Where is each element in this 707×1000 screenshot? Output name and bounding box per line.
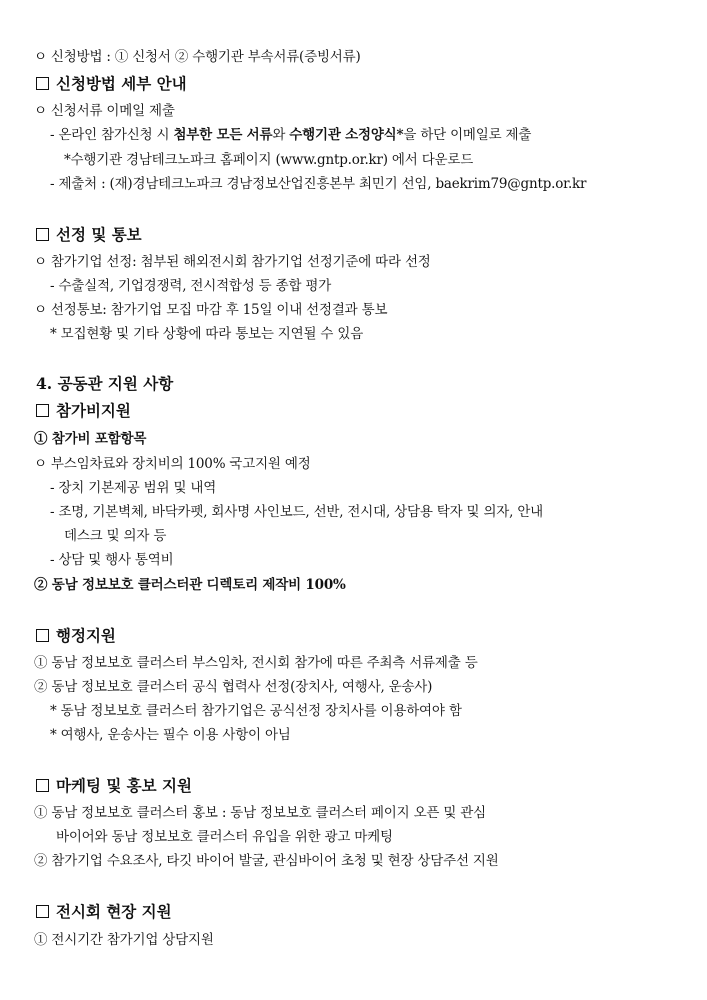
fee-line-5: 데스크 및 의자 등	[64, 528, 167, 544]
marketing-line-1: ① 동남 정보보호 클러스터 홍보 : 동남 정보보호 클러스터 페이지 오픈 및 관심	[34, 805, 486, 821]
selection-line-3: ㅇ 선정통보: 참가기업 모집 마감 후 15일 이내 선정결과 통보	[34, 302, 388, 318]
checkbox-square-icon	[36, 779, 49, 792]
selection-line-2: - 수출실적, 기업경쟁력, 전시적합성 등 종합 평가	[50, 278, 332, 294]
section-heading-onsite: 전시회 현장 지원	[36, 903, 172, 921]
section-heading-fee: 참가비지원	[36, 402, 131, 420]
fee-line-1: ① 참가비 포함항목	[34, 431, 147, 447]
fee-line-7: ② 동남 정보보호 클러스터관 디렉토리 제작비 100%	[34, 577, 346, 593]
section-heading-marketing: 마케팅 및 홍보 지원	[36, 777, 192, 795]
checkbox-square-icon	[36, 905, 49, 918]
section-heading-selection: 선정 및 통보	[36, 226, 142, 244]
checkbox-square-icon	[36, 77, 49, 90]
admin-line-2: ② 동남 정보보호 클러스터 공식 협력사 선정(장치사, 여행사, 운송사)	[34, 679, 433, 695]
fee-line-6: - 상담 및 행사 통역비	[50, 552, 174, 568]
fee-line-2: ㅇ 부스임차료와 장치비의 100% 국고지원 예정	[34, 456, 311, 472]
section-heading-admin: 행정지원	[36, 627, 116, 645]
section-heading-apply-detail: 신청방법 세부 안내	[36, 75, 187, 93]
admin-line-4: * 여행사, 운송사는 필수 이용 사항이 아님	[50, 727, 291, 743]
checkbox-square-icon	[36, 629, 49, 642]
apply-detail-line-1: ㅇ 신청서류 이메일 제출	[34, 103, 175, 119]
checkbox-square-icon	[36, 228, 49, 241]
checkbox-square-icon	[36, 404, 49, 417]
selection-line-1: ㅇ 참가기업 선정: 첨부된 해외전시회 참가기업 선정기준에 따라 선정	[34, 254, 431, 270]
marketing-line-2: 바이어와 동남 정보보호 클러스터 유입을 위한 광고 마케팅	[56, 829, 393, 845]
fee-line-3: - 장치 기본제공 범위 및 내역	[50, 480, 217, 496]
support-heading: 4. 공동관 지원 사항	[36, 374, 174, 393]
admin-line-1: ① 동남 정보보호 클러스터 부스임차, 전시회 참가에 따른 주최측 서류제출 등	[34, 655, 478, 671]
marketing-line-3: ② 참가기업 수요조사, 타깃 바이어 발굴, 관심바이어 초청 및 현장 상담주선 지원	[34, 853, 499, 869]
fee-line-4: - 조명, 기본벽체, 바닥카펫, 회사명 사인보드, 선반, 전시대, 상담용 탁자 및 의자, 안내	[50, 504, 544, 520]
apply-detail-line-4: - 제출처 : (재)경남테크노파크 경남정보산업진흥본부 최민기 선임, baekrim79@gntp.or.kr	[50, 176, 587, 192]
onsite-line-1: ① 전시기간 참가기업 상담지원	[34, 932, 214, 948]
admin-line-3: * 동남 정보보호 클러스터 참가기업은 공식선정 장치사를 이용하여야 함	[50, 703, 462, 719]
apply-detail-line-2: - 온라인 참가신청 시 첨부한 모든 서류와 수행기관 소정양식*을 하단 이메일로 제출	[50, 127, 532, 143]
apply-detail-line-3: *수행기관 경남테크노파크 홈페이지 (www.gntp.or.kr) 에서 다운로드	[64, 152, 474, 168]
apply-method-line: ㅇ 신청방법 : ① 신청서 ② 수행기관 부속서류(증빙서류)	[34, 49, 361, 65]
selection-line-4: * 모집현황 및 기타 상황에 따라 통보는 지연될 수 있음	[50, 326, 364, 342]
